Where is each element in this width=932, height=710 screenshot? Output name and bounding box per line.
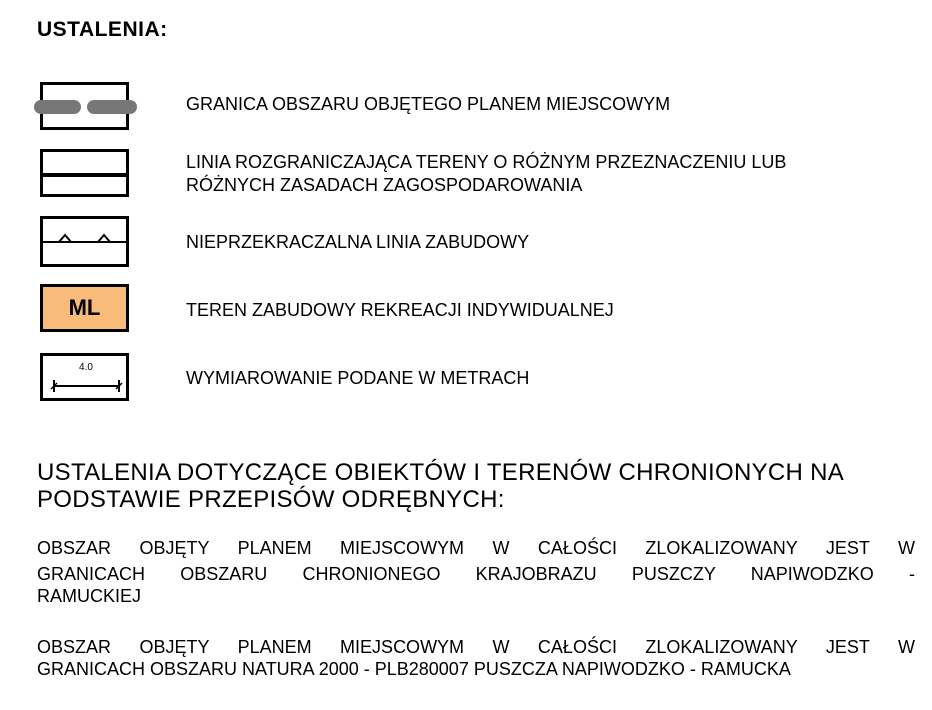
legend-label-divider: [186, 151, 786, 197]
legend-label-building-line: NIEPRZEKRACZALNA LINIA ZABUDOWY: [186, 232, 530, 252]
ml-zone-symbol: ML: [40, 284, 129, 332]
legend-label-line: LINIA ROZGRANICZAJĄCA TERENY O RÓŻNYM PRZEZNACZENIU LUB: [186, 152, 787, 172]
dimension-value: 4.0: [79, 362, 93, 373]
building-line-carets-icon: [43, 219, 126, 264]
boundary-line-symbol: [40, 82, 129, 130]
legend-label-boundary: GRANICA OBSZARU OBJĘTEGO PLANEM MIEJSCOWYM: [186, 94, 671, 114]
legend-label-line: RÓŻNYCH ZASADACH ZAGOSPODAROWANIA: [186, 175, 583, 195]
heading-line: PODSTAWIE PRZEPISÓW ODRĘBNYCH:: [37, 486, 505, 513]
legend-label-dimension: WYMIAROWANIE PODANE W METRACH: [186, 368, 530, 388]
paragraph-line: GRANICACH OBSZARU CHRONIONEGO KRAJOBRAZU PUSZCZY NAPIWODZKO -: [37, 564, 915, 584]
paragraph-line: OBSZAR OBJĘTY PLANEM MIEJSCOWYM W CAŁOŚCI ZLOKALIZOWANY JEST W: [37, 637, 915, 657]
divider-thick-line: [40, 173, 129, 177]
section-title: USTALENIA:: [37, 18, 168, 41]
dash-segment: [34, 100, 81, 114]
paragraph-line: RAMUCKIEJ: [37, 586, 142, 606]
dimension-line-icon: [43, 356, 126, 398]
legend-label-ml: TEREN ZABUDOWY REKREACJI INDYWIDUALNEJ: [186, 300, 614, 320]
paragraph-landscape-area: [37, 535, 915, 609]
divider-line-symbol: [40, 149, 129, 197]
building-line-symbol: [40, 216, 129, 267]
dash-segment: [87, 100, 137, 114]
dimension-symbol: [40, 353, 129, 401]
protected-areas-heading: [37, 459, 917, 513]
paragraph-line: GRANICACH OBSZARU NATURA 2000 - PLB280007 PUSZCZA NAPIWODZKO - RAMUCKA: [37, 659, 791, 679]
paragraph-natura-area: [37, 634, 915, 682]
heading-line: USTALENIA DOTYCZĄCE OBIEKTÓW I TERENÓW CHRONIONYCH NA: [37, 459, 845, 486]
paragraph-line: OBSZAR OBJĘTY PLANEM MIEJSCOWYM W CAŁOŚCI ZLOKALIZOWANY JEST W: [37, 538, 915, 558]
